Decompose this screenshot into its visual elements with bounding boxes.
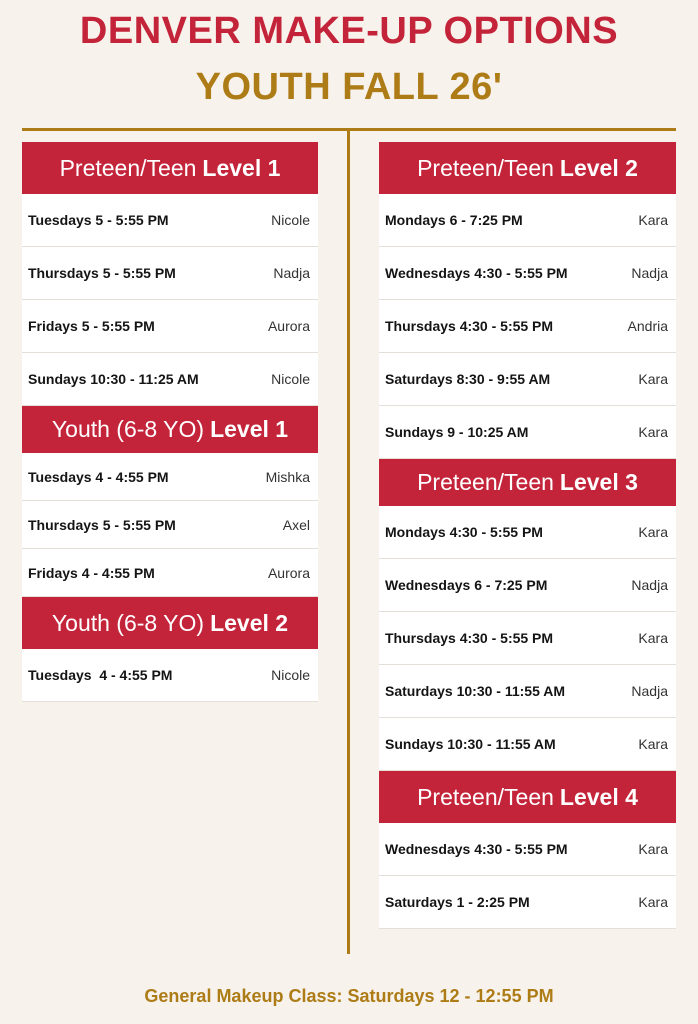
class-group-level: Level 4 xyxy=(559,783,638,810)
session-row xyxy=(22,247,318,300)
column-divider xyxy=(347,128,350,954)
session-time: Mondays 6 - 7:25 PM xyxy=(385,212,523,228)
class-group-name: Youth (6-8 YO) xyxy=(51,609,205,636)
class-group-header xyxy=(22,142,318,194)
class-group-level: Level 1 xyxy=(210,416,289,442)
session-row xyxy=(22,453,318,501)
session-time: Tuesdays 4 - 4:55 PM xyxy=(28,667,173,683)
session-time: Sundays 10:30 - 11:55 AM xyxy=(385,736,556,752)
class-group-header xyxy=(22,597,318,649)
session-time: Saturdays 10:30 - 11:55 AM xyxy=(385,683,566,699)
session-time: Tuesdays 4 - 4:55 PM xyxy=(28,468,169,485)
class-group-level: Level 3 xyxy=(559,469,638,495)
session-instructor: Aurora xyxy=(267,564,310,581)
class-group-name: Youth (6-8 YO) xyxy=(51,416,205,442)
class-group-name: Preteen/Teen xyxy=(59,154,197,181)
class-group xyxy=(22,406,318,597)
session-time: Saturdays 1 - 2:25 PM xyxy=(385,894,530,910)
page-subtitle: YOUTH FALL 26' xyxy=(195,66,503,108)
session-row xyxy=(22,300,318,353)
page-title: DENVER MAKE-UP OPTIONS xyxy=(79,10,619,52)
session-instructor: Kara xyxy=(638,841,668,857)
class-group xyxy=(22,142,318,406)
session-instructor: Nadja xyxy=(631,577,668,593)
session-instructor: Kara xyxy=(638,894,668,910)
session-instructor: Nicole xyxy=(271,667,310,683)
session-row xyxy=(22,353,318,406)
session-time: Wednesdays 6 - 7:25 PM xyxy=(385,577,548,593)
session-time: Saturdays 8:30 - 9:55 AM xyxy=(385,371,551,387)
session-time: Tuesdays 5 - 5:55 PM xyxy=(28,212,169,228)
class-group-level: Level 2 xyxy=(559,154,638,181)
left-schedule-column xyxy=(22,142,318,702)
session-time: Thursdays 5 - 5:55 PM xyxy=(28,265,176,281)
class-group xyxy=(379,771,676,929)
session-time: Fridays 4 - 4:55 PM xyxy=(28,564,155,581)
session-instructor: Kara xyxy=(638,736,668,752)
session-row xyxy=(22,649,318,702)
right-schedule-column xyxy=(379,142,676,929)
class-group-header xyxy=(379,142,676,194)
class-group xyxy=(379,142,676,459)
class-group xyxy=(22,597,318,702)
session-row xyxy=(22,501,318,549)
session-instructor: Nadja xyxy=(631,683,668,699)
session-row xyxy=(379,247,676,300)
session-instructor: Kara xyxy=(638,524,668,540)
session-row xyxy=(379,300,676,353)
session-row xyxy=(379,876,676,929)
session-instructor: Nadja xyxy=(273,265,310,281)
class-group-header xyxy=(22,406,318,453)
class-group-name: Preteen/Teen xyxy=(417,154,554,181)
session-instructor: Kara xyxy=(638,630,668,646)
session-row xyxy=(379,559,676,612)
session-time: Thursdays 4:30 - 5:55 PM xyxy=(385,630,554,646)
class-group-level: Level 1 xyxy=(202,154,281,181)
session-instructor: Nicole xyxy=(271,212,310,228)
general-makeup-class-note: General Makeup Class: Saturdays 12 - 12:55 PM xyxy=(144,986,554,1006)
session-instructor: Mishka xyxy=(265,468,310,485)
session-time: Wednesdays 4:30 - 5:55 PM xyxy=(385,265,568,281)
class-group-name: Preteen/Teen xyxy=(417,783,554,810)
session-row xyxy=(379,823,676,876)
class-group-level: Level 2 xyxy=(210,609,289,636)
session-instructor: Kara xyxy=(638,424,668,440)
session-instructor: Aurora xyxy=(267,318,310,334)
session-row xyxy=(379,353,676,406)
session-row xyxy=(22,194,318,247)
session-time: Sundays 9 - 10:25 AM xyxy=(385,424,529,440)
session-time: Thursdays 5 - 5:55 PM xyxy=(28,516,176,533)
session-instructor: Axel xyxy=(282,516,310,533)
session-time: Mondays 4:30 - 5:55 PM xyxy=(385,524,543,540)
session-instructor: Andria xyxy=(627,318,668,334)
session-row xyxy=(22,549,318,597)
session-time: Sundays 10:30 - 11:25 AM xyxy=(28,371,199,387)
session-instructor: Kara xyxy=(638,371,668,387)
session-row xyxy=(379,506,676,559)
class-group-header xyxy=(379,459,676,506)
session-instructor: Nadja xyxy=(631,265,668,281)
class-group-name: Preteen/Teen xyxy=(417,469,554,495)
session-time: Fridays 5 - 5:55 PM xyxy=(28,318,155,334)
session-row xyxy=(379,194,676,247)
class-group xyxy=(379,459,676,771)
session-row xyxy=(379,406,676,459)
session-row xyxy=(379,718,676,771)
session-row xyxy=(379,612,676,665)
session-instructor: Nicole xyxy=(271,371,310,387)
session-instructor: Kara xyxy=(638,212,668,228)
class-group-header xyxy=(379,771,676,823)
session-row xyxy=(379,665,676,718)
session-time: Thursdays 4:30 - 5:55 PM xyxy=(385,318,554,334)
session-time: Wednesdays 4:30 - 5:55 PM xyxy=(385,841,568,857)
